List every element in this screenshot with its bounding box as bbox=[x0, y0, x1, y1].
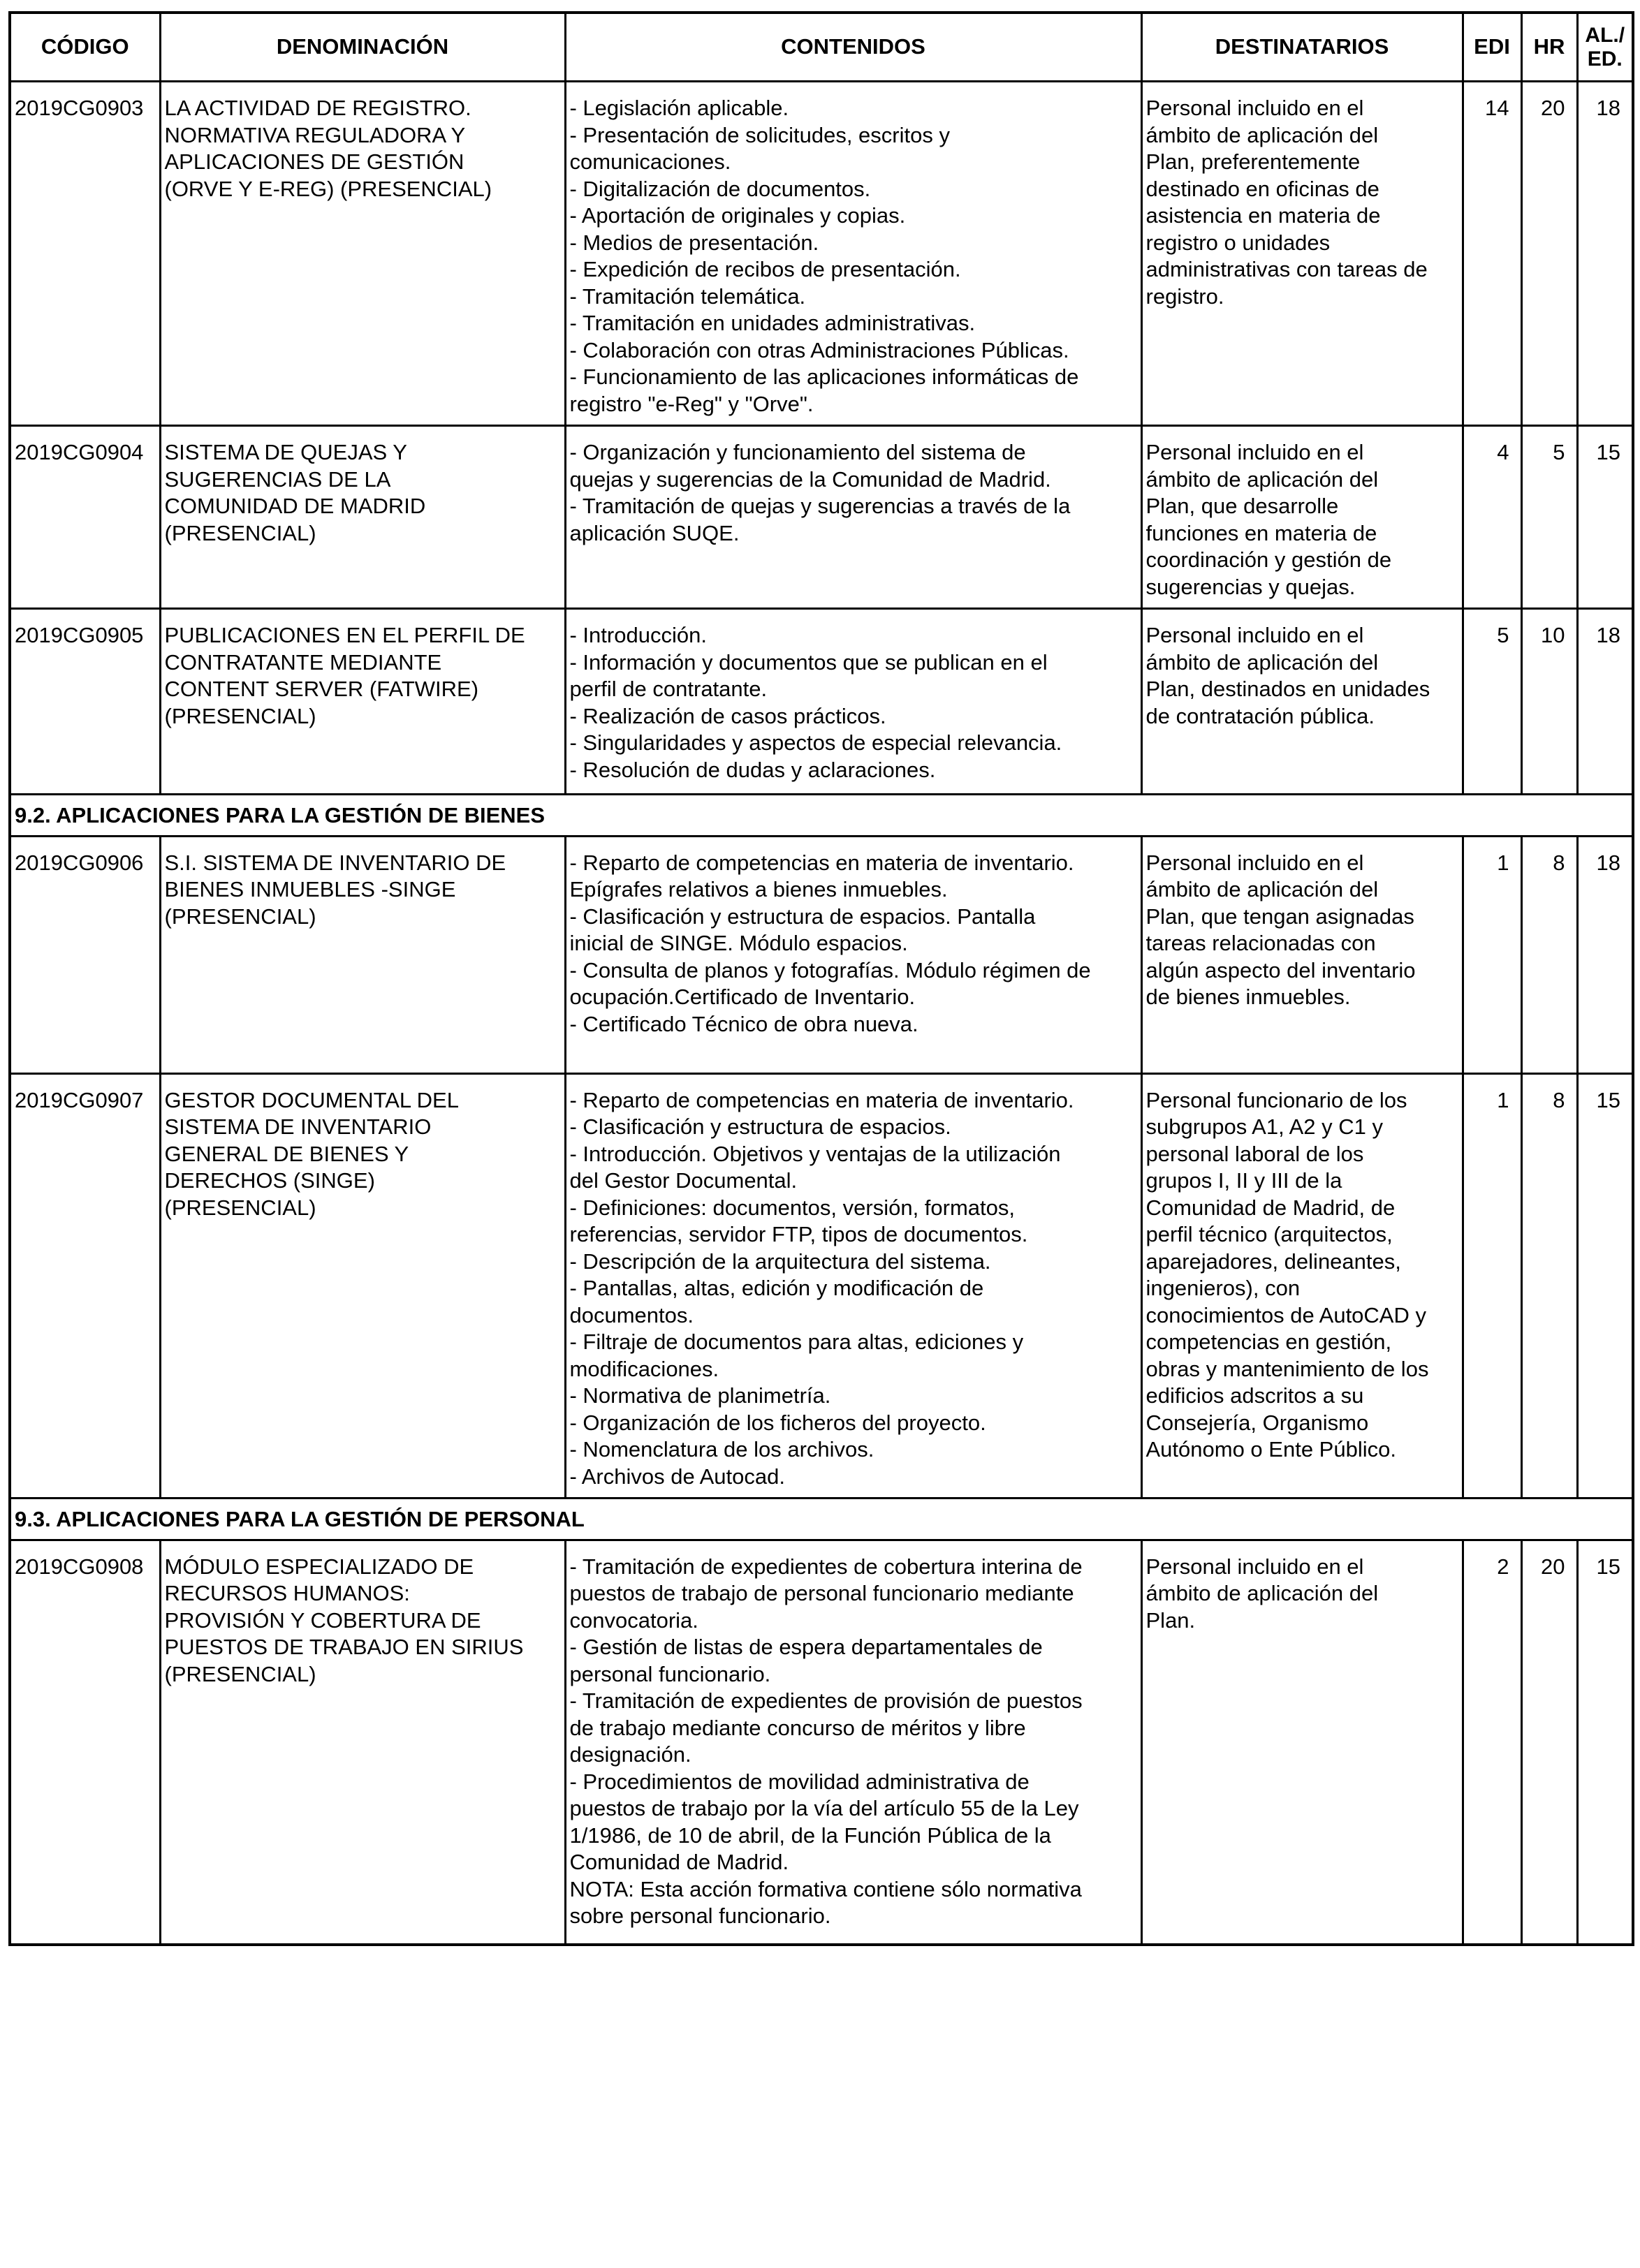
table-row bbox=[10, 426, 1633, 609]
courses-table bbox=[8, 11, 1634, 1946]
cell-contenidos: - Legislación aplicable. - Presentación de solicitudes, escritos y comunicaciones. - Digitalización de documentos. - Aportación de originales y copias. - Medios de presentación. - Expedición de recibos de presentación. - Tramitación telemática. - Tramitación en unidades administrativas. - Colaboración con otras Administraciones Públicas. - Funcionamiento de las aplicaciones informáticas de registro "e-Reg" y "Orve". bbox=[565, 82, 1141, 426]
cell-contenidos: - Reparto de competencias en materia de inventario. Epígrafes relativos a bienes inmuebles. - Clasificación y estructura de espacios. Pantalla inicial de SINGE. Módulo espacios. - Consulta de planos y fotografías. Módulo régimen de ocupación.Certificado de Inventario. - Certificado Técnico de obra nueva. bbox=[565, 836, 1141, 1073]
header-denominacion: DENOMINACIÓN bbox=[160, 13, 565, 82]
cell-destinatarios: Personal funcionario de los subgrupos A1, A2 y C1 y personal laboral de los grupos I, II y III de la Comunidad de Madrid, de perfil técnico (arquitectos, aparejadores, delineantes, ingenieros), con conocimientos de AutoCAD y competencias en gestión, obras y mantenimiento de los edificios adscritos a su Consejería, Organismo Autónomo o Ente Público. bbox=[1141, 1073, 1463, 1498]
header-al-ed: AL./ ED. bbox=[1577, 13, 1633, 82]
cell-al-ed: 15 bbox=[1577, 426, 1633, 609]
cell-denominacion: S.I. SISTEMA DE INVENTARIO DE BIENES INMUEBLES -SINGE (PRESENCIAL) bbox=[160, 836, 565, 1073]
section-title-personal: 9.3. APLICACIONES PARA LA GESTIÓN DE PERSONAL bbox=[10, 1498, 1633, 1540]
cell-destinatarios: Personal incluido en el ámbito de aplicación del Plan, destinados en unidades de contratación pública. bbox=[1141, 609, 1463, 795]
cell-contenidos: - Introducción. - Información y documentos que se publican en el perfil de contratante. - Realización de casos prácticos. - Singularidades y aspectos de especial relevancia. - Resolución de dudas y aclaraciones. bbox=[565, 609, 1141, 795]
table-row bbox=[10, 609, 1633, 795]
cell-codigo: 2019CG0906 bbox=[10, 836, 160, 1073]
cell-contenidos: - Organización y funcionamiento del sistema de quejas y sugerencias de la Comunidad de Madrid. - Tramitación de quejas y sugerencias a través de la aplicación SUQE. bbox=[565, 426, 1141, 609]
cell-al-ed: 18 bbox=[1577, 82, 1633, 426]
cell-codigo: 2019CG0905 bbox=[10, 609, 160, 795]
header-codigo: CÓDIGO bbox=[10, 13, 160, 82]
cell-denominacion: PUBLICACIONES EN EL PERFIL DE CONTRATANTE MEDIANTE CONTENT SERVER (FATWIRE) (PRESENCIAL) bbox=[160, 609, 565, 795]
header-hr: HR bbox=[1521, 13, 1577, 82]
header-contenidos: CONTENIDOS bbox=[565, 13, 1141, 82]
cell-edi: 14 bbox=[1463, 82, 1521, 426]
cell-edi: 1 bbox=[1463, 836, 1521, 1073]
cell-destinatarios: Personal incluido en el ámbito de aplicación del Plan, que desarrolle funciones en materia de coordinación y gestión de sugerencias y quejas. bbox=[1141, 426, 1463, 609]
table-row bbox=[10, 1540, 1633, 1945]
table-row bbox=[10, 1073, 1633, 1498]
cell-hr: 8 bbox=[1521, 1073, 1577, 1498]
cell-denominacion: SISTEMA DE QUEJAS Y SUGERENCIAS DE LA COMUNIDAD DE MADRID (PRESENCIAL) bbox=[160, 426, 565, 609]
cell-codigo: 2019CG0907 bbox=[10, 1073, 160, 1498]
table-row bbox=[10, 82, 1633, 426]
cell-denominacion: GESTOR DOCUMENTAL DEL SISTEMA DE INVENTARIO GENERAL DE BIENES Y DERECHOS (SINGE) (PRESENCIAL) bbox=[160, 1073, 565, 1498]
section-row bbox=[10, 795, 1633, 837]
cell-al-ed: 18 bbox=[1577, 836, 1633, 1073]
cell-denominacion: MÓDULO ESPECIALIZADO DE RECURSOS HUMANOS: PROVISIÓN Y COBERTURA DE PUESTOS DE TRABAJO EN SIRIUS (PRESENCIAL) bbox=[160, 1540, 565, 1945]
header-edi: EDI bbox=[1463, 13, 1521, 82]
document-page bbox=[8, 11, 1632, 1946]
cell-edi: 1 bbox=[1463, 1073, 1521, 1498]
header-destinatarios: DESTINATARIOS bbox=[1141, 13, 1463, 82]
cell-codigo: 2019CG0903 bbox=[10, 82, 160, 426]
cell-edi: 5 bbox=[1463, 609, 1521, 795]
cell-hr: 5 bbox=[1521, 426, 1577, 609]
cell-edi: 2 bbox=[1463, 1540, 1521, 1945]
cell-contenidos: - Tramitación de expedientes de cobertura interina de puestos de trabajo de personal funcionario mediante convocatoria. - Gestión de listas de espera departamentales de personal funcionario. - Tramitación de expedientes de provisión de puestos de trabajo mediante concurso de méritos y libre designación. - Procedimientos de movilidad administrativa de puestos de trabajo por la vía del artículo 55 de la Ley 1/1986, de 10 de abril, de la Función Pública de la Comunidad de Madrid. NOTA: Esta acción formativa contiene sólo normativa sobre personal funcionario. bbox=[565, 1540, 1141, 1945]
cell-al-ed: 18 bbox=[1577, 609, 1633, 795]
cell-denominacion: LA ACTIVIDAD DE REGISTRO. NORMATIVA REGULADORA Y APLICACIONES DE GESTIÓN (ORVE Y E-REG) (PRESENCIAL) bbox=[160, 82, 565, 426]
cell-hr: 8 bbox=[1521, 836, 1577, 1073]
cell-al-ed: 15 bbox=[1577, 1540, 1633, 1945]
section-title-bienes: 9.2. APLICACIONES PARA LA GESTIÓN DE BIENES bbox=[10, 795, 1633, 837]
header-row bbox=[10, 13, 1633, 82]
cell-hr: 20 bbox=[1521, 1540, 1577, 1945]
cell-codigo: 2019CG0908 bbox=[10, 1540, 160, 1945]
cell-codigo: 2019CG0904 bbox=[10, 426, 160, 609]
section-row bbox=[10, 1498, 1633, 1540]
cell-destinatarios: Personal incluido en el ámbito de aplicación del Plan, preferentemente destinado en oficinas de asistencia en materia de registro o unidades administrativas con tareas de registro. bbox=[1141, 82, 1463, 426]
table-row bbox=[10, 836, 1633, 1073]
cell-destinatarios: Personal incluido en el ámbito de aplicación del Plan, que tengan asignadas tareas relacionadas con algún aspecto del inventario de bienes inmuebles. bbox=[1141, 836, 1463, 1073]
cell-al-ed: 15 bbox=[1577, 1073, 1633, 1498]
cell-hr: 10 bbox=[1521, 609, 1577, 795]
cell-contenidos: - Reparto de competencias en materia de inventario. - Clasificación y estructura de espacios. - Introducción. Objetivos y ventajas de la utilización del Gestor Documental. - Definiciones: documentos, versión, formatos, referencias, servidor FTP, tipos de documentos. - Descripción de la arquitectura del sistema. - Pantallas, altas, edición y modificación de documentos. - Filtraje de documentos para altas, ediciones y modificaciones. - Normativa de planimetría. - Organización de los ficheros del proyecto. - Nomenclatura de los archivos. - Archivos de Autocad. bbox=[565, 1073, 1141, 1498]
cell-hr: 20 bbox=[1521, 82, 1577, 426]
cell-edi: 4 bbox=[1463, 426, 1521, 609]
cell-destinatarios: Personal incluido en el ámbito de aplicación del Plan. bbox=[1141, 1540, 1463, 1945]
